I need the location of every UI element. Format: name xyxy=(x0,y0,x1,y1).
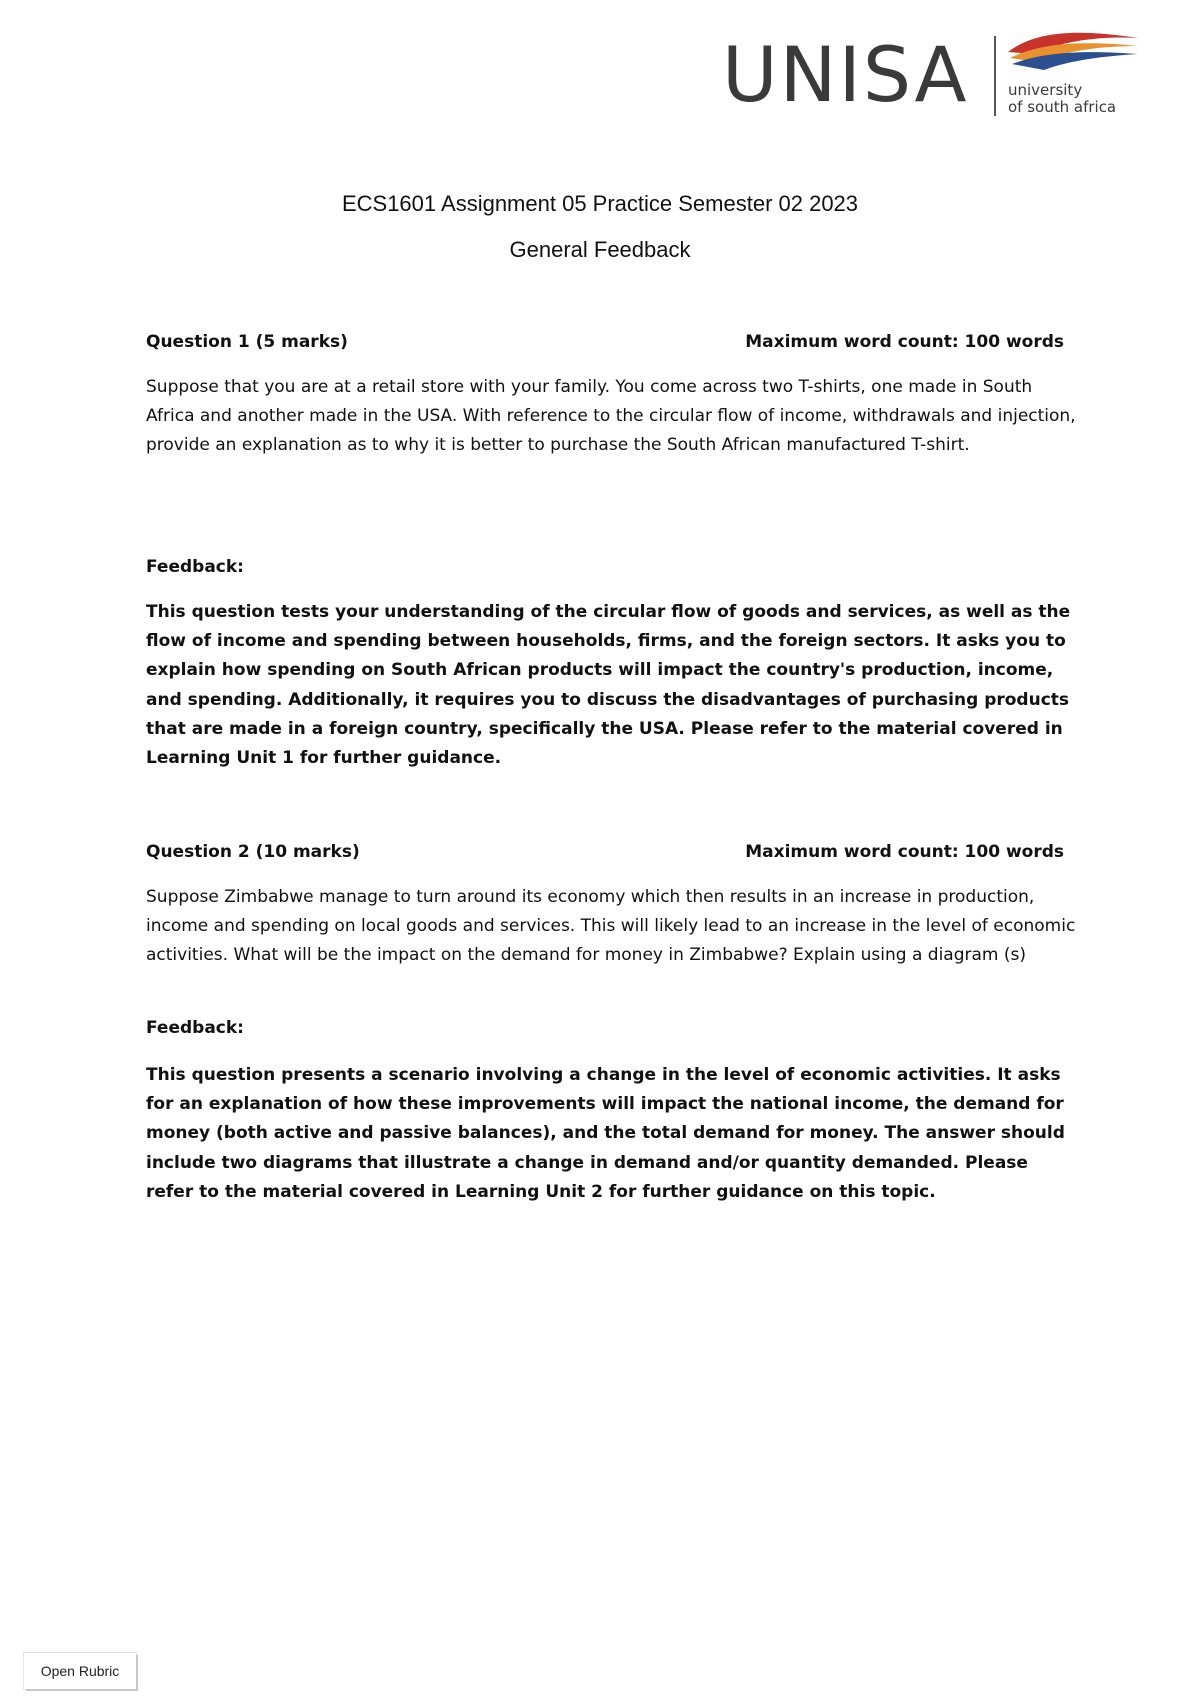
logo-sub-line1: university xyxy=(1008,81,1083,99)
question-2-heading: Question 2 (10 marks) xyxy=(146,842,360,862)
question-1-prompt: Suppose that you are at a retail store with your family. You come across two T-shirts, one made in South Africa and another made in the USA. With reference to the circular flow of income, withdrawals and injection, provide an explanation as to why it is better to purchase the South African manufactured T-shirt. xyxy=(146,377,1076,456)
flag-swoosh-icon xyxy=(1004,30,1144,80)
logo-wordmark: UNISA xyxy=(722,30,969,119)
logo-divider xyxy=(994,36,996,116)
logo-subtitle xyxy=(1008,82,1116,116)
question-1-heading: Question 1 (5 marks) xyxy=(146,332,348,352)
question-2-feedback: This question presents a scenario involving a change in the level of economic activities. It asks for an explanation of how these improvements will impact the national income, the demand for money (both active and passive balances), and the total demand for money. The answer should include two diagrams that illustrate a change in demand and/or quantity demanded. Please refer to the material covered in Learning Unit 2 for further guidance on this topic. xyxy=(146,1065,1065,1202)
document-subtitle: General Feedback xyxy=(509,237,691,262)
question-1-word-count: Maximum word count: 100 words xyxy=(745,332,1064,352)
unisa-logo xyxy=(722,30,1142,120)
document-title: ECS1601 Assignment 05 Practice Semester 02 2023 xyxy=(341,191,859,216)
question-2-prompt: Suppose Zimbabwe manage to turn around its economy which then results in an increase in production, income and spending on local goods and services. This will likely lead to an increase in the level of economic activities. What will be the impact on the demand for money in Zimbabwe? Explain using a diagram (s) xyxy=(146,887,1076,966)
question-2-feedback-label: Feedback: xyxy=(146,1018,244,1038)
question-1-feedback-label: Feedback: xyxy=(146,557,244,577)
open-rubric-button[interactable]: Open Rubric xyxy=(24,1653,136,1689)
question-1-feedback: This question tests your understanding of the circular flow of goods and services, as well as the flow of income and spending between households, firms, and the foreign sectors. It asks you to explain how spending on South African products will impact the country's production, income, and spending. Additionally, it requires you to discuss the disadvantages of purchasing products that are made in a foreign country, specifically the USA. Please refer to the material covered in Learning Unit 1 for further guidance. xyxy=(146,602,1071,769)
logo-sub-line2: of south africa xyxy=(1008,98,1117,116)
question-2-word-count: Maximum word count: 100 words xyxy=(745,842,1064,862)
